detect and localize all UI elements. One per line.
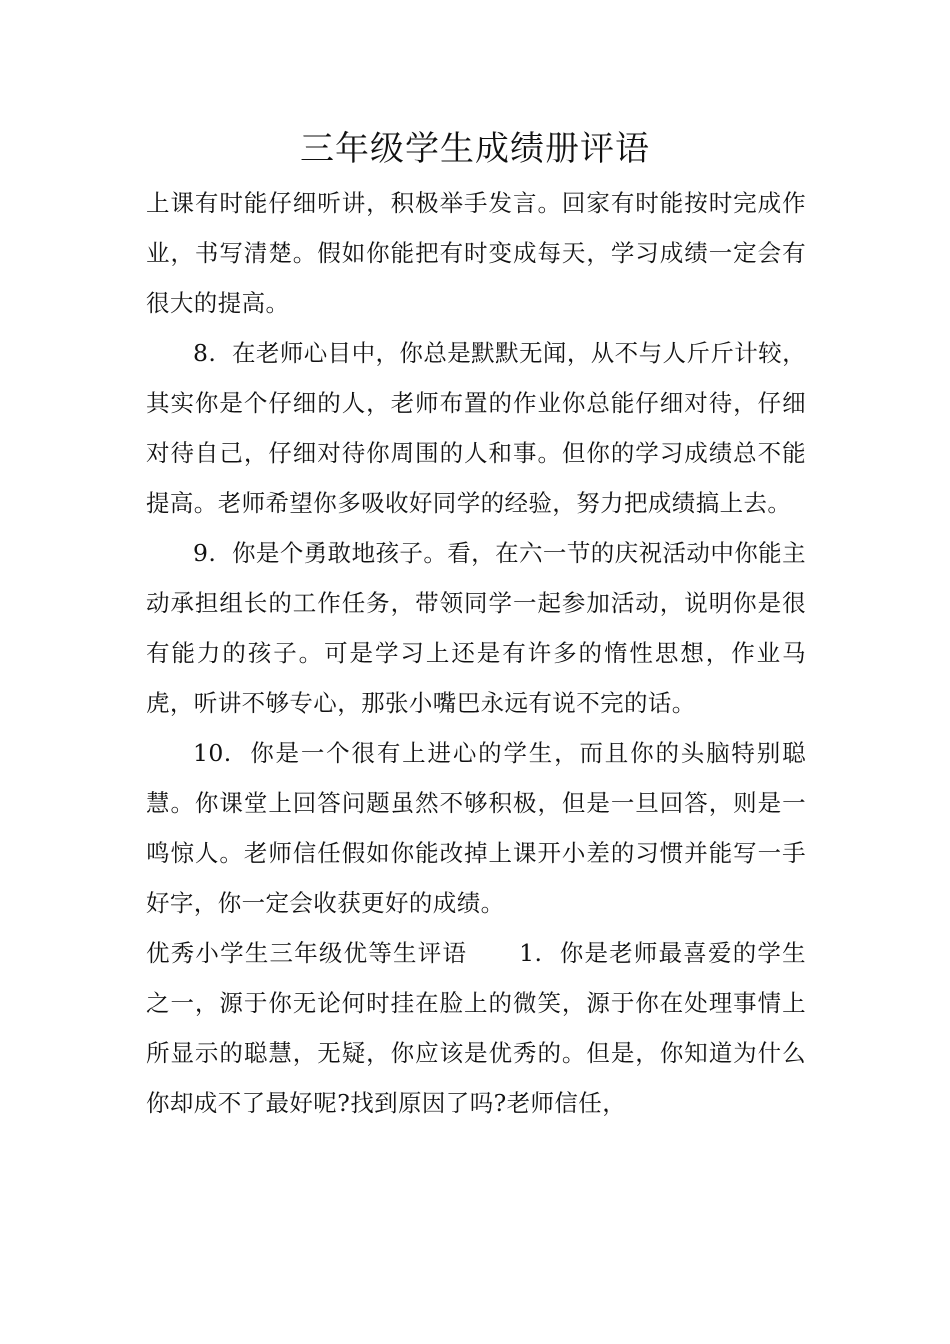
paragraph-text: 在老师心目中，你总是默默无闻，从不与人斤斤计较，其实你是个仔细的人，老师布置的作业你总能仔细对待，仔细对待自己，仔细对待你周围的人和事。但你的学习成绩总不能提高。老师希望你多吸收好同学的经验，努力把成绩搞上去。 xyxy=(146,339,806,517)
document-body xyxy=(146,178,806,1128)
paragraph-intro xyxy=(146,178,806,328)
paragraph-8 xyxy=(146,328,806,528)
paragraph-number: 9. xyxy=(193,539,217,567)
paragraph-text: 你是个勇敢地孩子。看，在六一节的庆祝活动中你能主动承担组长的工作任务，带领同学一起参加活动，说明你是很有能力的孩子。可是学习上还是有许多的惰性思想，作业马虎，听讲不够专心，那张小嘴巴永远有说不完的话。 xyxy=(146,539,806,717)
section-item-text: 你是老师最喜爱的学生之一，源于你无论何时挂在脸上的微笑，源于你在处理事情上所显示的聪慧，无疑，你应该是优秀的。但是，你知道为什么你却成不了最好呢?找到原因了吗?老师信任， xyxy=(146,939,807,1117)
section-paragraph xyxy=(146,928,806,1128)
section-item-number: 1. xyxy=(519,939,543,967)
document-title: 三年级学生成绩册评语 xyxy=(300,129,650,169)
paragraph-10 xyxy=(146,728,806,928)
paragraph-9 xyxy=(146,528,806,728)
paragraph-text: 你是一个很有上进心的学生，而且你的头脑特别聪慧。你课堂上回答问题虽然不够积极，但是一旦回答，则是一鸣惊人。老师信任假如你能改掉上课开小差的习惯并能写一手好字，你一定会收获更好的成绩。 xyxy=(146,739,806,917)
paragraph-text: 上课有时能仔细听讲，积极举手发言。回家有时能按时完成作业，书写清楚。假如你能把有时变成每天，学习成绩一定会有很大的提高。 xyxy=(146,189,806,317)
section-heading: 优秀小学生三年级优等生评语 xyxy=(146,939,468,967)
paragraph-number: 10. xyxy=(193,739,232,767)
paragraph-number: 8. xyxy=(193,339,217,367)
